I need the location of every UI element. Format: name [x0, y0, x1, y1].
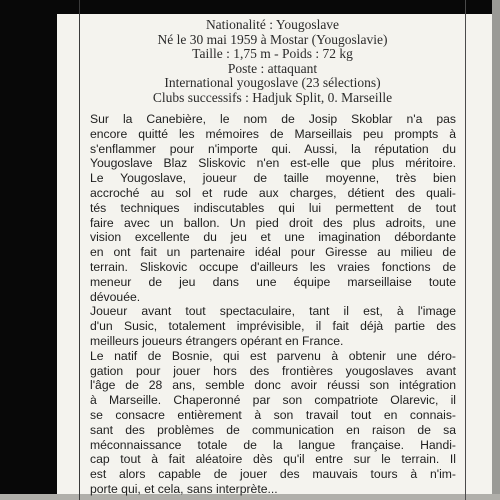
- body-line: Sur la Canebière, le nom de Josip Skoblar n'a pas: [90, 112, 456, 126]
- body-line: porte qui, et cela, sans interprète...: [90, 481, 278, 496]
- body-line: s'enflammer pour n'importe qui. Aussi, la réputation du: [90, 141, 456, 156]
- body-line: Le Yougoslave, joueur de taille moyenne, très bien: [90, 171, 456, 186]
- body-line: est alors capable de jouer des mauvais tours à n'im-: [90, 467, 456, 482]
- body-line: faire avec un ballon. Un pied droit des plus adroits, une: [90, 215, 456, 230]
- position-line: Poste : attaquant: [227, 60, 318, 76]
- body-line: terrain. Sliskovic occupe d'ailleurs les vraies fonctions de: [90, 259, 456, 274]
- body-line: tés techniques indiscutables qui lui permettent de tout: [90, 200, 456, 215]
- body-line: accroché au sol et rude aux charges, détient des quali-: [90, 185, 456, 200]
- body-line: Joueur avant tout spectaculaire, tant il est, à l'image: [90, 304, 456, 319]
- article-body: [90, 112, 456, 497]
- body-line: se consacre entièrement à son travail tout en connais-: [90, 407, 456, 422]
- body-line: d'un Susic, totalement imprévisible, il fait déjà partie des: [90, 319, 456, 334]
- birth-line: Né le 30 mai 1959 à Mostar (Yougoslavie): [157, 31, 388, 47]
- body-line: l'âge de 28 ans, semble donc avoir réussi son intégration: [90, 378, 456, 393]
- body-line: meneur de jeu dans une équipe marseillaise toute: [90, 274, 456, 289]
- frame-line-right: [465, 0, 466, 500]
- body-line: meilleurs joueurs étrangers opérant en France.: [90, 333, 344, 348]
- body-line: Yougoslave Blaz Sliskovic n'en est-elle que plus méritoire.: [90, 156, 456, 171]
- size-weight-line: Taille : 1,75 m - Poids : 72 kg: [192, 46, 353, 61]
- international-caps-line: International yougoslave (23 sélections): [164, 75, 381, 90]
- body-line: à Marseille. Chaperonné par son compatriote Olarevic, il: [90, 393, 456, 408]
- scan-border-left: [0, 0, 57, 500]
- clubs-line: Clubs successifs : Hadjuk Split, 0. Marseille: [152, 89, 393, 105]
- body-line: en ont fait un partenaire idéal pour Giresse au milieu de: [90, 245, 456, 260]
- body-line: gation pour jouer hors des frontières yougoslaves avant: [90, 363, 456, 378]
- scan-border-top: [0, 0, 500, 14]
- body-line: sant des problèmes de communication en raison de sa: [90, 422, 456, 437]
- body-line: Le natif de Bosnie, qui est parvenu à obtenir une déro-: [90, 348, 456, 363]
- body-line: cap tout à fait aléatoire dès qu'il entre sur le terrain. Il: [90, 452, 456, 467]
- body-line: encore quitté les mémoires de Marseillais peu prompts à: [90, 126, 456, 141]
- scan-border-right: [492, 0, 500, 500]
- body-line: vision excellente du jeu et une imagination débordante: [90, 230, 456, 245]
- nationality-line: Nationalité : Yougoslave: [205, 17, 340, 32]
- body-line: dévouée.: [90, 289, 141, 304]
- player-info-header: [80, 18, 465, 105]
- body-line: méconnaissance totale de la langue française. Handi-: [90, 437, 456, 452]
